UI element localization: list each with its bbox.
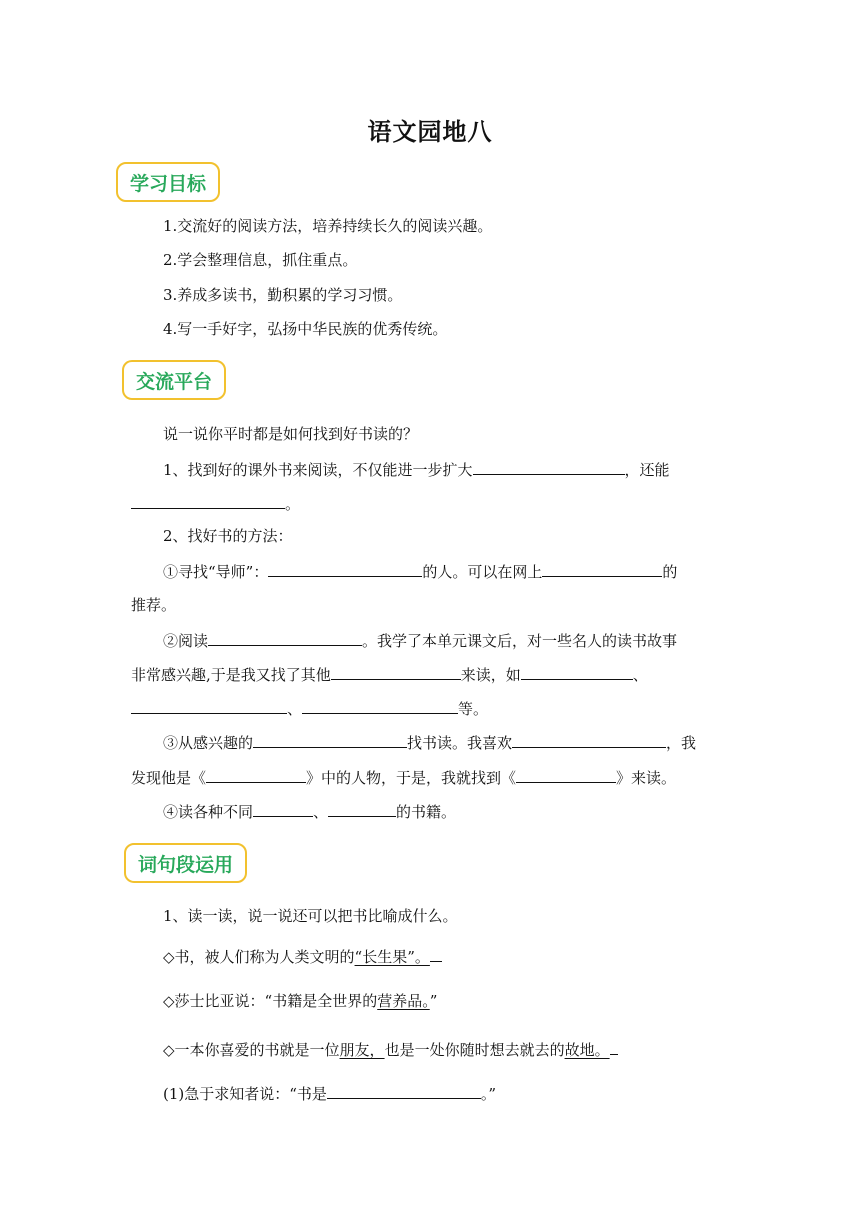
section-heading-exchange: 交流平台 [122,360,226,400]
answer-blank[interactable] [131,697,287,714]
goal-item: 2.学会整理信息，抓住重点。 [163,251,358,269]
method-2-cont2: 、 等。 [131,697,488,719]
goal-item: 3.养成多读书，勤积累的学习习惯。 [163,286,403,304]
answer-blank[interactable] [302,697,458,714]
method-1: ①寻找“导师”： 的人。可以在网上 的 [163,560,677,582]
quote-2: ◇莎士比亚说：“书籍是全世界的营养品。” [163,992,438,1010]
answer-blank[interactable] [328,800,396,817]
fill-1: (1)急于求知者说：“书是 。” [163,1082,496,1104]
goal-item: 4.写一手好字，弘扬中华民族的优秀传统。 [163,320,448,338]
method-3: ③从感兴趣的 找书读。我喜欢 ，我 [163,731,696,753]
method-2-cont: 非常感兴趣,于是我又找了其他 来读，如 、 [131,663,648,685]
usage-q1: 1、读一读，说一说还可以把书比喻成什么。 [163,907,458,925]
method-3-cont: 发现他是《 》中的人物，于是，我就找到《 》来读。 [131,766,676,788]
answer-blank[interactable] [331,663,461,680]
answer-blank[interactable] [253,731,407,748]
q2-title: 2、找好书的方法： [163,527,293,545]
method-2: ②阅读 。我学了本单元课文后，对一些名人的读书故事 [163,629,677,651]
answer-blank[interactable] [473,458,625,475]
answer-blank[interactable] [268,560,422,577]
exchange-prompt: 说一说你平时都是如何找到好书读的？ [163,425,419,443]
method-1-cont: 推荐。 [131,596,177,614]
answer-blank[interactable] [253,800,313,817]
goal-item: 1.交流好的阅读方法，培养持续长久的阅读兴趣。 [163,217,493,235]
answer-blank[interactable] [542,560,662,577]
method-4: ④读各种不同 、 的书籍。 [163,800,456,822]
answer-blank[interactable] [206,766,306,783]
quote-1: ◇书，被人们称为人类文明的“长生果”。 [163,945,442,967]
section-heading-usage: 词句段运用 [124,843,247,883]
section-heading-goals: 学习目标 [116,162,220,202]
q1-line1: 1、找到好的课外书来阅读，不仅能进一步扩大 ，还能 [163,458,670,480]
answer-blank[interactable] [208,629,362,646]
answer-blank[interactable] [131,492,285,509]
answer-blank[interactable] [512,731,666,748]
answer-blank[interactable] [327,1082,481,1099]
answer-blank[interactable] [516,766,616,783]
answer-blank[interactable] [521,663,633,680]
quote-3: ◇一本你喜爱的书就是一位朋友，也是一处你随时想去就去的故地。 [163,1038,618,1060]
q1-line2: 。 [131,492,300,514]
page-title: 语文园地八 [367,118,493,146]
